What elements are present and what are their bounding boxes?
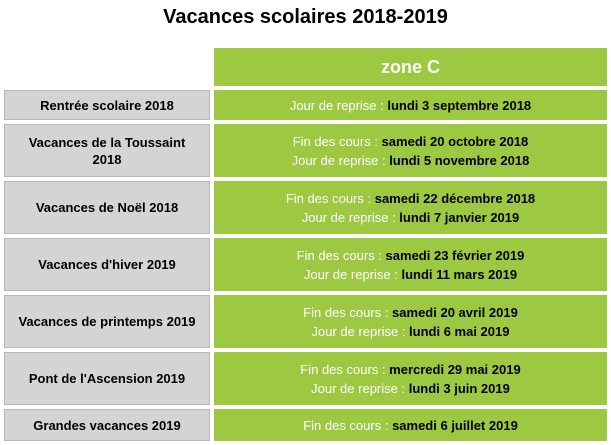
- period-label: Vacances d'hiver 2019: [4, 238, 210, 291]
- date-prefix: Fin des cours :: [303, 304, 393, 320]
- date-prefix: Jour de reprise :: [311, 380, 409, 396]
- period-dates: [214, 124, 607, 177]
- date-line: [292, 151, 530, 170]
- date-value: mercredi 29 mai 2019: [389, 361, 521, 377]
- date-line: [312, 322, 510, 341]
- date-value: samedi 22 décembre 2018: [374, 190, 536, 206]
- date-prefix: Fin des cours :: [296, 247, 386, 263]
- date-line: [303, 416, 518, 435]
- date-value: lundi 5 novembre 2018: [389, 152, 530, 168]
- date-value: lundi 3 juin 2019: [408, 380, 510, 396]
- date-prefix: Fin des cours :: [285, 190, 375, 206]
- date-line: [302, 208, 520, 227]
- date-line: [303, 303, 518, 322]
- date-line: [304, 265, 517, 284]
- date-line: [293, 132, 529, 151]
- date-value: lundi 6 mai 2019: [409, 323, 510, 339]
- date-value: samedi 23 février 2019: [385, 247, 525, 263]
- date-line: [300, 360, 520, 379]
- date-prefix: Jour de reprise :: [303, 266, 402, 282]
- table-row: [4, 409, 607, 441]
- date-line: [297, 246, 525, 265]
- date-line: [286, 189, 535, 208]
- period-dates: [214, 238, 607, 291]
- period-label: Vacances de printemps 2019: [4, 295, 210, 348]
- period-label: Grandes vacances 2019: [4, 409, 210, 441]
- date-line: [290, 96, 531, 115]
- date-value: samedi 20 avril 2019: [392, 304, 518, 320]
- date-line: [311, 379, 510, 398]
- table-row: [4, 295, 607, 348]
- date-prefix: Fin des cours :: [300, 361, 390, 377]
- date-prefix: Jour de reprise :: [311, 323, 410, 339]
- date-prefix: Fin des cours :: [292, 133, 382, 149]
- period-dates: [214, 90, 607, 120]
- table-row: [4, 181, 607, 234]
- period-dates: [214, 409, 607, 441]
- period-dates: [214, 181, 607, 234]
- table-row: [4, 352, 607, 405]
- period-label: Vacances de Noël 2018: [4, 181, 210, 234]
- period-label: Pont de l'Ascension 2019: [4, 352, 210, 405]
- page-title: Vacances scolaires 2018-2019: [163, 6, 448, 28]
- date-prefix: Jour de reprise :: [301, 209, 400, 225]
- date-value: lundi 3 septembre 2018: [387, 97, 532, 113]
- period-dates: [214, 295, 607, 348]
- date-value: lundi 7 janvier 2019: [399, 209, 520, 225]
- date-prefix: Jour de reprise :: [289, 97, 388, 113]
- date-value: lundi 11 mars 2019: [401, 266, 518, 282]
- date-value: samedi 20 octobre 2018: [381, 133, 529, 149]
- table-row: [4, 238, 607, 291]
- date-prefix: Fin des cours :: [303, 417, 393, 433]
- date-value: samedi 6 juillet 2019: [392, 417, 518, 433]
- period-label: Vacances de la Toussaint 2018: [4, 124, 210, 177]
- zone-header: zone C: [214, 48, 607, 86]
- period-label: Rentrée scolaire 2018: [4, 90, 210, 120]
- period-dates: [214, 352, 607, 405]
- date-prefix: Jour de reprise :: [291, 152, 390, 168]
- table-row: [4, 124, 607, 177]
- table-row: [4, 90, 607, 120]
